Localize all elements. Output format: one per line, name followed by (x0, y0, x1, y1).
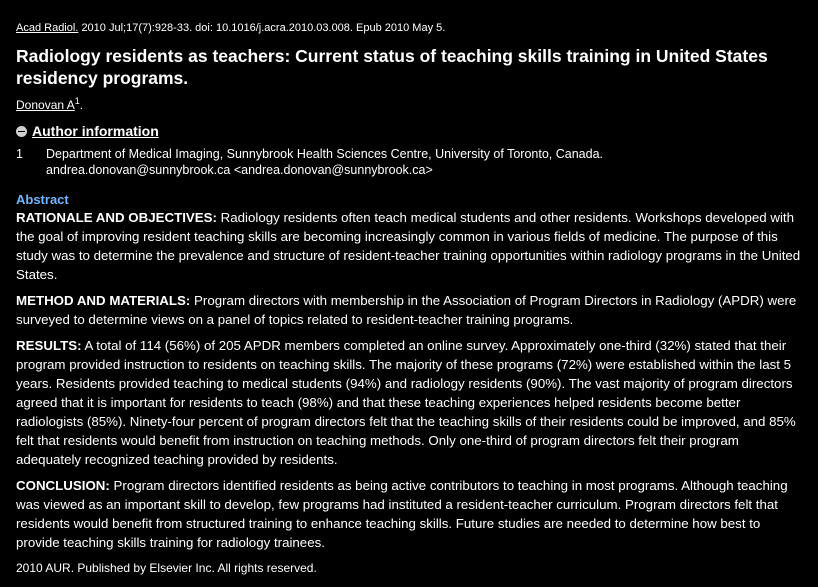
author-link[interactable]: Donovan A (16, 98, 75, 112)
author-list (16, 97, 806, 113)
author-list-suffix: . (79, 98, 84, 112)
affiliation-department: Department of Medical Imaging, Sunnybrook Health Sciences Centre, University of Toronto, Canada. (46, 147, 604, 161)
section-text: Program directors identified residents as being active contributors to teaching in most programs. Although teaching was viewed as an important skill to develop, few programs had instituted a resident-teacher curriculum. Program directors felt that residents would benefit from structured training to enhance teaching skills. Future studies are needed to determine how best to provide teaching skills training for radiology trainees. (16, 478, 788, 550)
collapse-icon[interactable] (16, 126, 27, 137)
affiliation-text (46, 146, 603, 178)
author-information-label[interactable]: Author information (32, 123, 159, 139)
section-label: RESULTS: (16, 338, 82, 353)
section-text: A total of 114 (56%) of 205 APDR members completed an online survey. Approximately one-third (32%) stated that their program provided instruction to residents on teaching skills. The majority of these programs (72%) were established within the last 5 years. Residents provided teaching to medical students (94%) and radiology residents (90%). The vast majority of program directors agreed that it is important for residents to teach (98%) and that these teaching experiences helped residents become better radiologists (85%). Ninety-four percent of program directors felt that the teaching skills of their residents could be improved, and 85% felt that residents would benefit from instruction on teaching methods. Only one-third of program directors felt their program adequately recognized teaching provided by residents. (16, 338, 796, 467)
abstract-section-conclusion (16, 476, 806, 552)
section-label: CONCLUSION: (16, 478, 110, 493)
abstract-heading: Abstract (16, 192, 69, 207)
affiliation-number: 1 (16, 147, 23, 161)
copyright-notice: 2010 AUR. Published by Elsevier Inc. All rights reserved. (16, 561, 317, 575)
section-label: RATIONALE AND OBJECTIVES: (16, 210, 217, 225)
abstract-page (16, 0, 806, 576)
author-information-toggle[interactable] (16, 122, 806, 140)
abstract-section-objectives (16, 208, 806, 284)
author-affiliation-sup: 1 (74, 96, 80, 106)
journal-link[interactable]: Acad Radiol. (16, 22, 79, 34)
citation-details: 2010 Jul;17(7):928-33. doi: 10.1016/j.acra.2010.03.008. Epub 2010 May 5. (81, 22, 446, 34)
affiliation-item (16, 146, 806, 178)
section-text: Radiology residents often teach medical students and other residents. Workshops developed with the goal of improving resident teaching skills are becoming increasingly common in various fields of medicine. The purpose of this study was to determine the prevalence and structure of resident-teacher training opportunities within radiology programs in the United States. (16, 210, 801, 282)
section-label: METHOD AND MATERIALS: (16, 293, 191, 308)
section-text: Program directors with membership in the Association of Program Directors in Radiology (APDR) were surveyed to determine views on a panel of topics related to resident-teacher training programs. (16, 293, 797, 327)
article-title: Radiology residents as teachers: Current status of teaching skills training in United States residency programs. (16, 46, 768, 88)
abstract-section-methods (16, 291, 806, 329)
affiliation-email: andrea.donovan@sunnybrook.ca <andrea.donovan@sunnybrook.ca> (46, 163, 433, 177)
citation-line (16, 21, 806, 35)
abstract-section-results (16, 336, 806, 469)
